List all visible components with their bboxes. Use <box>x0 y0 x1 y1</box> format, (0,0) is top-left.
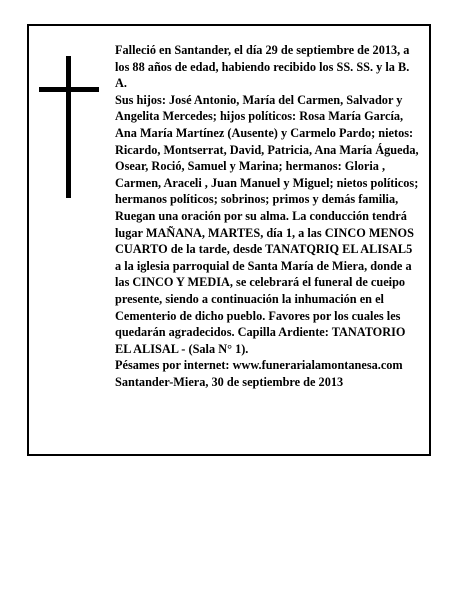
cross-horizontal-bar <box>39 87 99 92</box>
latin-cross-icon <box>39 56 99 198</box>
obituary-notice <box>27 24 431 456</box>
death-announcement: Falleció en Santander, el día 29 de septiembre de 2013, a los 88 años de edad, habiendo recibido los SS. SS. y la B. A. <box>115 43 410 91</box>
notice-text <box>115 42 421 390</box>
family-list: Sus hijos: José Antonio, María del Carmen, Salvador y Angelita Mercedes; hijos políticos: Rosa María García, Ana María Martínez (Ausente) y Carmelo Pardo; nietos: Ricardo, Montserrat, David, Patricia, Ana María Águeda, Osear, Roció, Samuel y Marina; hermanos: Gloria , Carmen, Araceli , Juan Manuel y Miguel; nietos políticos; hermanos políticos; sobrinos; primos y demás familia, <box>115 92 419 207</box>
place-and-date: Santander-Miera, 30 de septiembre de 2013 <box>115 374 344 389</box>
condolences-website: Pésames por internet: www.funerarialamontanesa.com <box>115 358 403 373</box>
cross-vertical-bar <box>66 56 71 198</box>
funeral-details: Ruegan una oración por su alma. La conducción tendrá lugar MAÑANA, MARTES, día 1, a las CINCO MENOS CUARTO de la tarde, desde TANATQRIQ EL ALISAL5 a la iglesia parroquial de Santa María de Miera, donde a las CINCO Y MEDIA, se celebrará el funeral de cueipo presente, siendo a continuación la inhumación en el Cementerio de dicho pueblo. Favores por los cuales les quedarán agradecidos. Capilla Ardiente: TANATORIO EL ALISAL - (Sala N° 1). <box>115 208 414 356</box>
